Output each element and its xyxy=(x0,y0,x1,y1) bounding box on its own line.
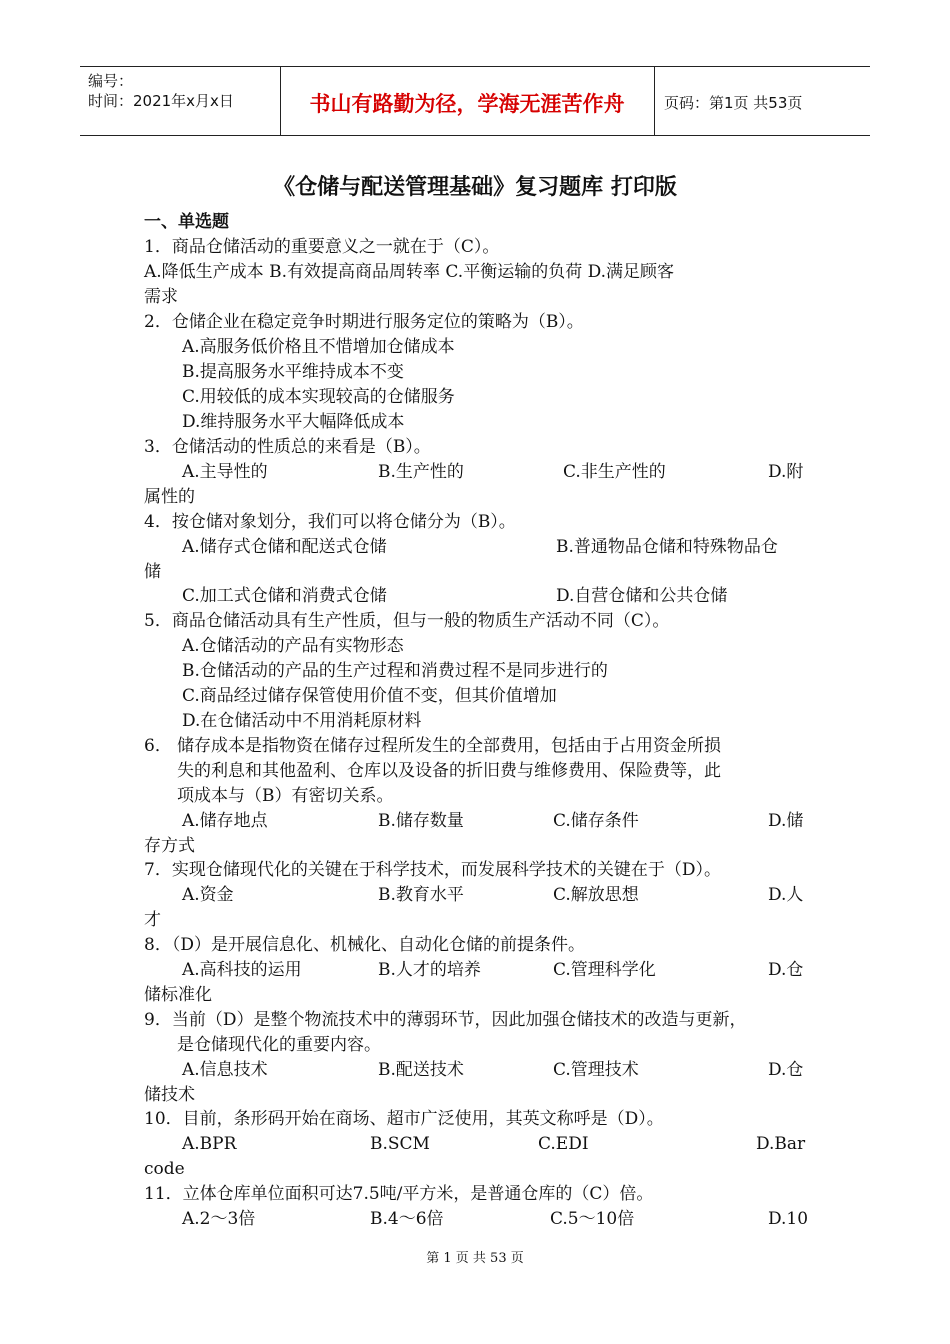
date-label: 时间：2021年x月x日 xyxy=(88,92,234,110)
q11-option-d: D.10 xyxy=(768,1209,809,1229)
q9-option-a: A.信息技术 xyxy=(182,1060,268,1080)
q8-option-d: D.仓 xyxy=(768,960,804,980)
question-6: 储存成本是指物资在储存过程所发生的全部费用，包括由于占用资金所损 xyxy=(177,736,721,756)
q8-option-d-cont: 储标准化 xyxy=(144,985,212,1005)
question-2: 2．仓储企业在稳定竞争时期进行服务定位的策略为（B）。 xyxy=(144,312,584,332)
q4-option-d: D.自营仓储和公共仓储 xyxy=(556,586,728,606)
q2-option-c: C.用较低的成本实现较高的仓储服务 xyxy=(182,387,455,407)
q11-option-b: B.4～6倍 xyxy=(370,1209,444,1229)
page-header xyxy=(80,66,870,136)
q6-option-a: A.储存地点 xyxy=(182,811,268,831)
question-6-cont: 项成本与（B）有密切关系。 xyxy=(177,786,394,806)
q10-option-a: A.BPR xyxy=(182,1134,237,1154)
q4-option-c: C.加工式仓储和消费式仓储 xyxy=(182,586,387,606)
question-11: 11．立体仓库单位面积可达7.5吨/平方米，是普通仓库的（C）倍。 xyxy=(144,1184,654,1204)
q7-option-d: D.人 xyxy=(768,885,804,905)
q10-option-d-cont: code xyxy=(144,1159,185,1179)
q10-option-d: D.Bar xyxy=(756,1134,806,1154)
document-title: 《仓储与配送管理基础》复习题库 打印版 xyxy=(273,175,677,200)
question-4: 4．按仓储对象划分，我们可以将仓储分为（B）。 xyxy=(144,512,516,532)
q7-option-d-cont: 才 xyxy=(144,910,161,930)
q8-option-b: B.人才的培养 xyxy=(378,960,481,980)
q9-option-d: D.仓 xyxy=(768,1060,804,1080)
q2-option-a: A.高服务低价格且不惜增加仓储成本 xyxy=(182,337,455,357)
q9-option-d-cont: 储技术 xyxy=(144,1085,195,1105)
question-6-number: 6． xyxy=(144,736,172,756)
question-9-cont: 是仓储现代化的重要内容。 xyxy=(177,1035,381,1055)
q11-option-a: A.2～3倍 xyxy=(182,1209,256,1229)
q11-option-c: C.5～10倍 xyxy=(550,1209,635,1229)
question-7: 7．实现仓储现代化的关键在于科学技术，而发展科学技术的关键在于（D）。 xyxy=(144,860,721,880)
page-info: 页码：第1页 共53页 xyxy=(664,94,803,112)
q6-option-b: B.储存数量 xyxy=(378,811,464,831)
q3-option-c: C.非生产性的 xyxy=(563,462,666,482)
q3-option-b: B.生产性的 xyxy=(378,462,464,482)
section-title: 一、单选题 xyxy=(144,212,229,232)
number-label: 编号： xyxy=(88,72,134,90)
q4-option-b-cont: 储 xyxy=(144,562,161,582)
q3-option-d-cont: 属性的 xyxy=(144,487,195,507)
question-10: 10．目前，条形码开始在商场、超市广泛使用，其英文称呼是（D）。 xyxy=(144,1109,664,1129)
q10-option-b: B.SCM xyxy=(370,1134,430,1154)
question-1: 1．商品仓储活动的重要意义之一就在于（C）。 xyxy=(144,237,500,257)
question-5: 5．商品仓储活动具有生产性质，但与一般的物质生产活动不同（C）。 xyxy=(144,611,670,631)
q2-option-d: D.维持服务水平大幅降低成本 xyxy=(182,412,405,432)
q2-option-b: B.提高服务水平维持成本不变 xyxy=(182,362,404,382)
q6-option-c: C.储存条件 xyxy=(553,811,639,831)
q10-option-c: C.EDI xyxy=(538,1134,589,1154)
q5-option-d: D.在仓储活动中不用消耗原材料 xyxy=(182,711,422,731)
q6-option-d: D.储 xyxy=(768,811,804,831)
q8-option-a: A.高科技的运用 xyxy=(182,960,302,980)
q7-option-c: C.解放思想 xyxy=(553,885,639,905)
question-9: 9．当前（D）是整个物流技术中的薄弱环节，因此加强仓储技术的改造与更新， xyxy=(144,1010,747,1030)
q8-option-c: C.管理科学化 xyxy=(553,960,656,980)
q5-option-b: B.仓储活动的产品的生产过程和消费过程不是同步进行的 xyxy=(182,661,608,681)
q9-option-b: B.配送技术 xyxy=(378,1060,464,1080)
q1-options-cont: 需求 xyxy=(144,287,178,307)
q3-option-a: A.主导性的 xyxy=(182,462,268,482)
q7-option-b: B.教育水平 xyxy=(378,885,464,905)
q4-option-a: A.储存式仓储和配送式仓储 xyxy=(182,537,387,557)
q1-options: A.降低生产成本 B.有效提高商品周转率 C.平衡运输的负荷 D.满足顾客 xyxy=(144,262,675,282)
header-bottom-rule xyxy=(80,135,870,136)
question-3: 3．仓储活动的性质总的来看是（B）。 xyxy=(144,437,431,457)
header-top-rule xyxy=(80,66,870,67)
q3-option-d: D.附 xyxy=(768,462,804,482)
q6-option-d-cont: 存方式 xyxy=(144,836,195,856)
q4-option-b: B.普通物品仓储和特殊物品仓 xyxy=(556,537,778,557)
q7-option-a: A.资金 xyxy=(182,885,234,905)
header-divider xyxy=(654,66,655,136)
question-6-cont: 失的利息和其他盈利、仓库以及设备的折旧费与维修费用、保险费等，此 xyxy=(177,761,721,781)
header-motto: 书山有路勤为径，学海无涯苦作舟 xyxy=(309,92,625,116)
question-8: 8．（D）是开展信息化、机械化、自动化仓储的前提条件。 xyxy=(144,935,585,955)
q5-option-c: C.商品经过储存保管使用价值不变，但其价值增加 xyxy=(182,686,557,706)
page-footer: 第 1 页 共 53 页 xyxy=(426,1251,524,1266)
q9-option-c: C.管理技术 xyxy=(553,1060,639,1080)
q5-option-a: A.仓储活动的产品有实物形态 xyxy=(182,636,404,656)
